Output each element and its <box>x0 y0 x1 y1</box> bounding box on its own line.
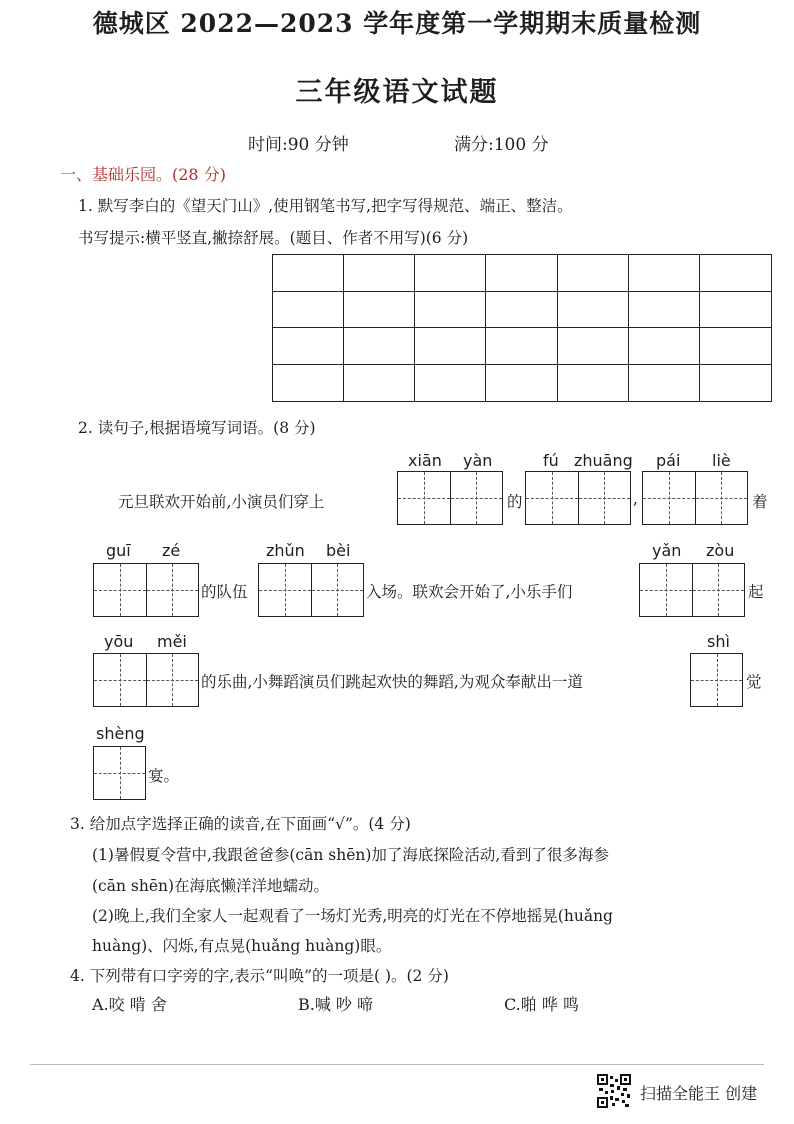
pinyin-sheng: shèng <box>96 724 145 743</box>
pinyin-gui: guī <box>106 541 131 560</box>
q4-title: 4. 下列带有口字旁的字,表示“叫唤”的一项是( )。(2 分) <box>70 967 449 985</box>
pinyin-yan3: yǎn <box>652 541 682 560</box>
pinyin-bei: bèi <box>326 541 351 560</box>
q2-row2-text-a: 的队伍 <box>201 583 248 601</box>
q2-row3-text-a: 的乐曲,小舞蹈演员们跳起欢快的舞蹈,为观众奉献出一道 <box>201 673 583 691</box>
exam-subtitle: 三年级语文试题 <box>295 77 499 108</box>
q2-row3-text-b: 觉 <box>746 673 762 691</box>
q2-row2-text-b: 入场。联欢会开始了,小乐手们 <box>366 583 573 601</box>
q4-option-a[interactable]: A.咬 啃 舍 <box>92 995 167 1014</box>
answer-box-yanzou[interactable] <box>639 563 745 617</box>
q3-item1-line2: (cān shēn)在海底懒洋洋地蠕动。 <box>92 877 330 895</box>
q2-row1-text-c: , <box>633 490 638 508</box>
q2-title: 2. 读句子,根据语境写词语。(8 分) <box>78 419 316 437</box>
footer-divider <box>30 1064 764 1065</box>
q3-title: 3. 给加点字选择正确的读音,在下面画“√”。(4 分) <box>70 815 411 833</box>
section-title: 一、基础乐园。(28 分) <box>60 165 226 184</box>
pinyin-pai: pái <box>656 451 681 470</box>
answer-box-guize[interactable] <box>93 563 199 617</box>
pinyin-shi: shì <box>707 632 730 651</box>
writing-grid[interactable] <box>272 254 772 402</box>
q4-option-c[interactable]: C.啪 哗 鸣 <box>504 995 579 1014</box>
q2-row2-text-c: 起 <box>748 583 764 601</box>
q1-hint: 书写提示:横平竖直,撇捺舒展。(题目、作者不用写)(6 分) <box>78 229 469 247</box>
pinyin-yan: yàn <box>463 451 493 470</box>
q3-item1-line1: (1)暑假夏令营中,我跟爸爸参(cān shēn)加了海底探险活动,看到了很多海参 <box>92 846 609 864</box>
exam-title: 德城区 2022—2023 学年度第一学期期末质量检测 <box>92 9 702 38</box>
q2-row4-text-a: 宴。 <box>148 767 180 785</box>
answer-box-fuzhuang[interactable] <box>525 471 631 525</box>
q2-row1-text-b: 的 <box>507 493 523 511</box>
q2-row1-text-a: 元旦联欢开始前,小演员们穿上 <box>118 493 325 511</box>
pinyin-xian: xiān <box>408 451 442 470</box>
q3-item2-line2: huàng)、闪烁,有点晃(huǎng huàng)眼。 <box>92 937 392 955</box>
answer-box-sheng[interactable] <box>93 746 146 800</box>
pinyin-fu: fú <box>543 451 559 470</box>
pinyin-mei: měi <box>157 632 187 651</box>
pinyin-zhuang: zhuāng <box>574 451 633 470</box>
q4-option-b[interactable]: B.喊 吵 啼 <box>298 995 374 1014</box>
answer-box-shi[interactable] <box>690 653 743 707</box>
answer-box-xianyan[interactable] <box>397 471 503 525</box>
qr-code-icon <box>597 1074 631 1108</box>
exam-score: 满分:100 分 <box>454 135 549 155</box>
q2-row1-text-d: 着 <box>752 493 768 511</box>
pinyin-ze: zé <box>162 541 181 560</box>
q1-instruction: 1. 默写李白的《望天门山》,使用钢笔书写,把字写得规范、端正、整洁。 <box>78 197 573 215</box>
answer-box-pailie[interactable] <box>642 471 748 525</box>
exam-time: 时间:90 分钟 <box>248 135 349 155</box>
answer-box-youmei[interactable] <box>93 653 199 707</box>
footer-scanner-credit: 扫描全能王 创建 <box>640 1084 758 1103</box>
answer-box-zhunbei[interactable] <box>258 563 364 617</box>
q3-item2-line1: (2)晚上,我们全家人一起观看了一场灯光秀,明亮的灯光在不停地摇晃(huǎng <box>92 907 613 925</box>
pinyin-you: yōu <box>104 632 134 651</box>
pinyin-lie: liè <box>712 451 731 470</box>
pinyin-zou: zòu <box>706 541 735 560</box>
pinyin-zhun: zhǔn <box>266 541 305 560</box>
